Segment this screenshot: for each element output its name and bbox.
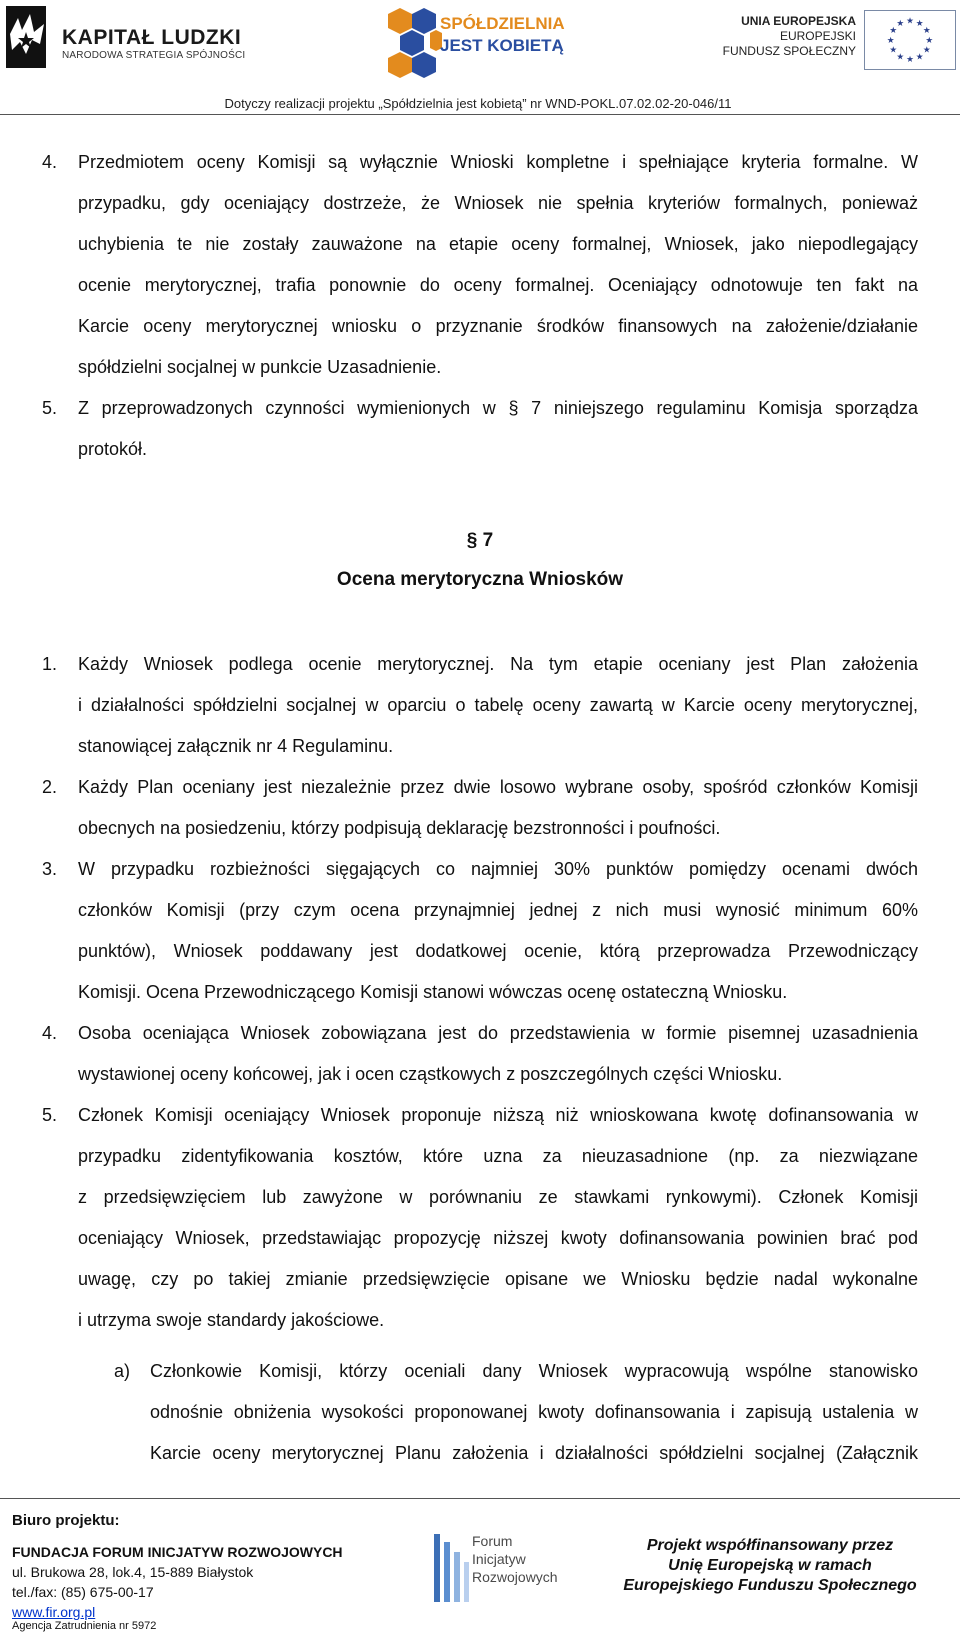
kapital-ludzki-logo: [4, 4, 246, 74]
fir-line3: Rozwojowych: [472, 1569, 558, 1585]
office-address: ul. Brukowa 28, lok.4, 15-889 Białystok: [12, 1564, 254, 1580]
paragraph-line: Każdy Wniosek podlega ocenie merytorycznej. Na tym etapie oceniany jest Plan założenia: [78, 654, 918, 674]
eu-star-icon: ★: [906, 16, 914, 27]
list-number: 4.: [42, 152, 58, 172]
paragraph-line: Osoba oceniająca Wniosek zobowiązana jest do przedstawienia w formie pisemnej uzasadnienia: [78, 1023, 918, 1043]
cofinancing-note: [580, 1536, 960, 1596]
paragraph-line: uwagę, czy po takiej zmianie przedsięwzięcie opisane we Wniosku będzie nadal wykonalne: [78, 1269, 918, 1289]
list-number: 5.: [42, 398, 58, 418]
paragraph-line: spółdzielni socjalnej w punkcie Uzasadnienie.: [78, 357, 442, 377]
eu-line1: UNIA EUROPEJSKA: [741, 14, 856, 28]
paragraph-line: Karcie oceny merytorycznej Planu założenia i działalności spółdzielni socjalnej (Załącznik: [150, 1443, 918, 1463]
kapital-ludzki-title: KAPITAŁ LUDZKI: [62, 26, 242, 49]
paragraph-line: Każdy Plan oceniany jest niezależnie przez dwie losowo wybrane osoby, spośród członków Komisji: [78, 777, 918, 797]
fir-line2: Inicjatyw: [472, 1551, 526, 1567]
paragraph-line: Członkowie Komisji, którzy oceniali dany Wniosek wypracowują wspólne stanowisko: [150, 1361, 918, 1381]
office-phone: tel./fax: (85) 675-00-17: [12, 1584, 154, 1600]
list-number: 4.: [42, 1023, 58, 1043]
paragraph-line: obecnych na posiedzeniu, którzy podpisują deklarację bezstronności i poufności.: [78, 818, 721, 838]
spoldzielnia-jest-kobieta-logo: [386, 4, 586, 80]
paragraph-line: stanowiącej załącznik nr 4 Regulaminu.: [78, 736, 394, 756]
fir-line1: Forum: [472, 1533, 513, 1549]
paragraph-line: i działalności spółdzielni socjalnej w oparciu o tabelę oceny zawartą w Karcie oceny merytorycznej,: [78, 695, 918, 715]
page-header: [0, 0, 960, 120]
eu-text: [723, 14, 856, 59]
list-number: 5.: [42, 1105, 58, 1125]
paragraph-line: uchybienia te nie zostały zauważone na etapie oceny formalnej, Wniosek, jako niepodlegający: [78, 234, 918, 254]
org-name: FUNDACJA FORUM INICJATYW ROZWOJOWYCH: [12, 1544, 343, 1560]
eu-flag-icon: [864, 10, 956, 70]
paragraph-line: Komisji. Ocena Przewodniczącego Komisji stanowi wówczas ocenę ostateczną Wniosku.: [78, 982, 788, 1002]
paragraph-line: członków Komisji (przy czym ocena przynajmniej jednej z nich musi wynosić minimum 60%: [78, 900, 918, 920]
fir-logo: [430, 1528, 580, 1608]
sjk-line2: JEST KOBIETĄ: [440, 36, 564, 55]
paragraph-line: przypadku, gdy oceniający dostrzeże, że Wniosek nie spełnia kryteriów formalnych, ponieważ: [78, 193, 918, 213]
eu-star-icon: ★: [925, 35, 934, 46]
eu-star-icon: ★: [906, 55, 914, 66]
list-number: 1.: [42, 654, 58, 674]
list-number: 3.: [42, 859, 58, 879]
paragraph-line: ocenie merytorycznej, trafia ponownie do oceny formalnej. Oceniający odnotowuje ten fakt na: [78, 275, 918, 295]
paragraph-line: Karcie oceny merytorycznej wniosku o przyznanie środków finansowych na założenie/działanie: [78, 316, 918, 336]
section-paragraph-number: § 7: [466, 530, 494, 551]
eu-star-icon: ★: [922, 45, 931, 56]
agency-number: Agencja Zatrudnienia nr 5972: [12, 1620, 157, 1632]
sub-list-letter: a): [114, 1361, 131, 1381]
paragraph-line: wystawionej oceny końcowej, jak i ocen cząstkowych z poszczególnych części Wniosku.: [78, 1064, 783, 1084]
eu-logo: [722, 10, 956, 70]
kapital-ludzki-subtitle: NARODOWA STRATEGIA SPÓJNOŚCI: [62, 50, 246, 61]
eu-line3: FUNDUSZ SPOŁECZNY: [722, 44, 856, 58]
paragraph-line: punktów), Wniosek poddawany jest dodatkowej ocenie, którą przeprowadza Przewodniczący: [78, 941, 918, 961]
paragraph-line: i utrzyma swoje standardy jakościowe.: [78, 1310, 385, 1330]
list-number: 2.: [42, 777, 58, 797]
paragraph-line: Przedmiotem oceny Komisji są wyłącznie Wnioski kompletne i spełniające kryteria formalne. W: [78, 152, 918, 172]
eu-star-icon: ★: [896, 19, 905, 30]
paragraph-line: Z przeprowadzonych czynności wymienionych w § 7 niniejszego regulaminu Komisja sporządza: [78, 398, 918, 418]
cofin-line1: Projekt współfinansowany przez: [646, 1537, 894, 1554]
eu-star-icon: ★: [886, 35, 895, 46]
fir-mark-icon: [430, 1528, 470, 1608]
paragraph-line: W przypadku rozbieżności sięgających co najmniej 30% punktów pomiędzy ocenami dwóch: [78, 859, 918, 879]
eu-star-icon: ★: [915, 52, 924, 63]
sjk-line1: SPÓŁDZIELNIA: [440, 14, 565, 33]
paragraph-line: Członek Komisji oceniający Wniosek proponuje niższą niż wnioskowana kwotę dofinansowania w: [78, 1105, 918, 1125]
project-reference-text: Dotyczy realizacji projektu „Spółdzielnia jest kobietą” nr WND-POKL.07.02.02-20-046/11: [224, 96, 732, 111]
eu-star-icon: ★: [889, 26, 898, 37]
paragraph-line: protokół.: [78, 439, 148, 459]
eu-star-icon: ★: [889, 45, 898, 56]
cubes-icon: [386, 4, 442, 80]
paragraph-line: przypadku zidentyfikowania kosztów, które uzna za nieuzasadnione (np. za niezwiązane: [78, 1146, 918, 1166]
fir-name: [472, 1532, 558, 1586]
paragraph-line: oceniający Wniosek, przedstawiając propozycję niższej kwoty dofinansowania powinien brać pod: [78, 1228, 918, 1248]
header-divider: [0, 114, 960, 115]
cofin-line3: Europejskiego Funduszu Społecznego: [623, 1577, 917, 1594]
footer-divider: [0, 1498, 960, 1499]
website-link[interactable]: www.fir.org.pl: [12, 1604, 96, 1620]
kapital-ludzki-flag-icon: [4, 4, 48, 70]
eu-line2: EUROPEJSKI: [779, 29, 856, 43]
paragraph-line: z przedsięwzięciem lub zawyżone w porównaniu ze stawkami rynkowymi). Członek Komisji: [78, 1187, 918, 1207]
project-reference: [0, 96, 960, 111]
section-title: Ocena merytoryczna Wniosków: [336, 569, 624, 590]
eu-star-icon: ★: [915, 19, 924, 30]
eu-star-icon: ★: [896, 52, 905, 63]
office-label: Biuro projektu:: [12, 1512, 120, 1529]
cofin-line2: Unię Europejską w ramach: [668, 1557, 872, 1574]
eu-star-icon: ★: [922, 26, 931, 37]
paragraph-line: odnośnie obniżenia wysokości proponowanej kwoty dofinansowania i zapisują ustalenia w: [150, 1402, 918, 1422]
